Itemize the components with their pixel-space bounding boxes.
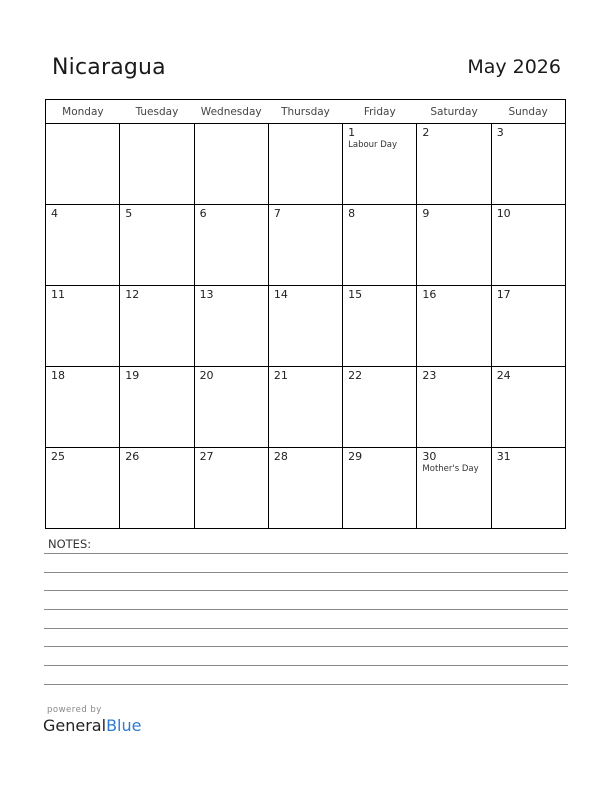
day-cell: [46, 205, 120, 286]
day-number: 7: [273, 207, 281, 220]
weekday-header: Monday: [46, 100, 120, 124]
day-number: 18: [51, 369, 65, 382]
week-row: [46, 124, 566, 205]
day-cell: [343, 448, 417, 529]
day-cell: [491, 124, 565, 205]
day-number: 2: [422, 126, 430, 139]
day-cell: [268, 448, 342, 529]
day-number: 21: [273, 369, 288, 382]
weekday-header: Saturday: [417, 100, 491, 124]
day-cell: [268, 286, 342, 367]
day-number: 22: [348, 369, 363, 382]
weekday-header-row: [46, 100, 566, 124]
day-cell: [491, 448, 565, 529]
day-number: 5: [125, 207, 133, 220]
brand-general: General: [43, 716, 107, 735]
day-cell: [417, 124, 491, 205]
week-row: [46, 367, 566, 448]
day-cell: [417, 448, 491, 529]
day-number: 10: [496, 207, 511, 220]
day-number: 25: [51, 450, 65, 463]
day-cell: [120, 124, 194, 205]
holiday-label: Labour Day: [348, 140, 398, 150]
notes-line: [44, 572, 568, 573]
day-cell: [343, 124, 417, 205]
day-cell: [120, 205, 194, 286]
weekday-header: Sunday: [491, 100, 565, 124]
day-cell: [491, 367, 565, 448]
notes-line: [44, 665, 568, 666]
day-cell: [46, 448, 120, 529]
notes-line: [44, 590, 568, 591]
week-row: [46, 286, 566, 367]
day-number: 6: [199, 207, 207, 220]
day-cell: [268, 367, 342, 448]
calendar-grid: [45, 99, 566, 529]
weekday-header: Wednesday: [194, 100, 268, 124]
day-number: 15: [348, 288, 363, 301]
day-number: 28: [273, 450, 288, 463]
day-number: 8: [348, 207, 356, 220]
holiday-label: Mother's Day: [422, 464, 479, 474]
day-number: 14: [273, 288, 288, 301]
week-row: [46, 448, 566, 529]
day-cell: [491, 286, 565, 367]
day-number: 17: [496, 288, 511, 301]
day-cell: [268, 124, 342, 205]
day-number: 31: [496, 450, 511, 463]
day-number: 11: [51, 288, 65, 301]
notes-label: NOTES:: [48, 537, 92, 551]
day-cell: [46, 367, 120, 448]
brand-blue: Blue: [106, 716, 142, 735]
day-cell: [343, 367, 417, 448]
generalblue-logo: [43, 716, 141, 735]
day-cell: [120, 448, 194, 529]
day-number: 16: [422, 288, 437, 301]
day-number: 12: [125, 288, 140, 301]
day-number: 29: [348, 450, 363, 463]
country-title: Nicaragua: [52, 55, 166, 80]
day-cell: [194, 286, 268, 367]
day-number: 20: [199, 369, 214, 382]
notes-line: [44, 628, 568, 629]
day-number: 19: [125, 369, 140, 382]
day-cell: [46, 286, 120, 367]
notes-line: [44, 609, 568, 610]
day-cell: [268, 205, 342, 286]
weekday-header: Thursday: [268, 100, 342, 124]
day-number: 4: [51, 207, 58, 220]
day-cell: [46, 124, 120, 205]
month-year-title: May 2026: [467, 56, 561, 78]
day-number: 13: [199, 288, 214, 301]
day-cell: [491, 205, 565, 286]
weekday-header: Tuesday: [120, 100, 194, 124]
day-cell: [343, 286, 417, 367]
day-cell: [120, 286, 194, 367]
day-cell: [417, 367, 491, 448]
day-number: 26: [125, 450, 140, 463]
day-number: 30: [422, 450, 437, 463]
day-cell: [194, 205, 268, 286]
day-cell: [343, 205, 417, 286]
day-cell: [417, 286, 491, 367]
notes-line: [44, 684, 568, 685]
powered-by-text: powered by: [47, 705, 102, 715]
day-number: 24: [496, 369, 511, 382]
week-row: [46, 205, 566, 286]
day-number: 1: [348, 126, 356, 139]
day-cell: [194, 448, 268, 529]
day-cell: [194, 367, 268, 448]
day-cell: [120, 367, 194, 448]
day-number: 9: [422, 207, 430, 220]
day-number: 27: [199, 450, 214, 463]
day-cell: [417, 205, 491, 286]
notes-line: [44, 553, 568, 554]
notes-line: [44, 646, 568, 647]
day-number: 23: [422, 369, 437, 382]
weekday-header: Friday: [343, 100, 417, 124]
day-number: 3: [496, 126, 504, 139]
day-cell: [194, 124, 268, 205]
